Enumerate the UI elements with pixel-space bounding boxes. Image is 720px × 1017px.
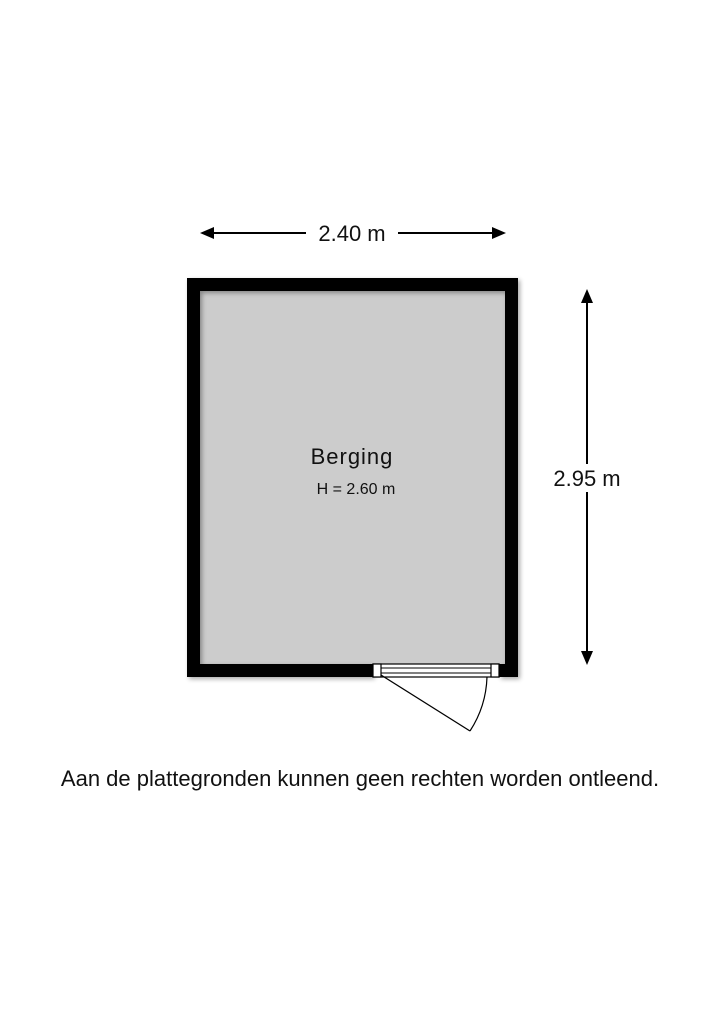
wall-right <box>505 278 518 677</box>
wall-bottom-left <box>187 664 373 677</box>
room-height: H = 2.60 m <box>316 481 396 498</box>
room-floor <box>200 290 505 664</box>
disclaimer-text: Aan de plattegronden kunnen geen rechten worden ontleend. <box>60 766 660 791</box>
depth-label: 2.95 m <box>553 466 621 491</box>
width-label: 2.40 m <box>318 221 386 246</box>
door <box>373 664 499 731</box>
door-frame <box>373 664 499 677</box>
arrow-left-icon <box>200 227 214 239</box>
depth-dimension <box>548 289 626 665</box>
door-swing-arc <box>470 677 487 731</box>
door-jamb-left <box>373 664 381 677</box>
room-name: Berging <box>310 444 394 469</box>
arrow-right-icon <box>492 227 506 239</box>
door-leaf <box>381 675 470 731</box>
width-dimension <box>200 221 506 246</box>
arrow-down-icon <box>581 651 593 665</box>
wall-left <box>187 278 200 677</box>
wall-top <box>187 278 518 291</box>
wall-bottom-right <box>499 664 518 677</box>
room-berging <box>187 278 518 731</box>
arrow-up-icon <box>581 289 593 303</box>
door-jamb-right <box>491 664 499 677</box>
